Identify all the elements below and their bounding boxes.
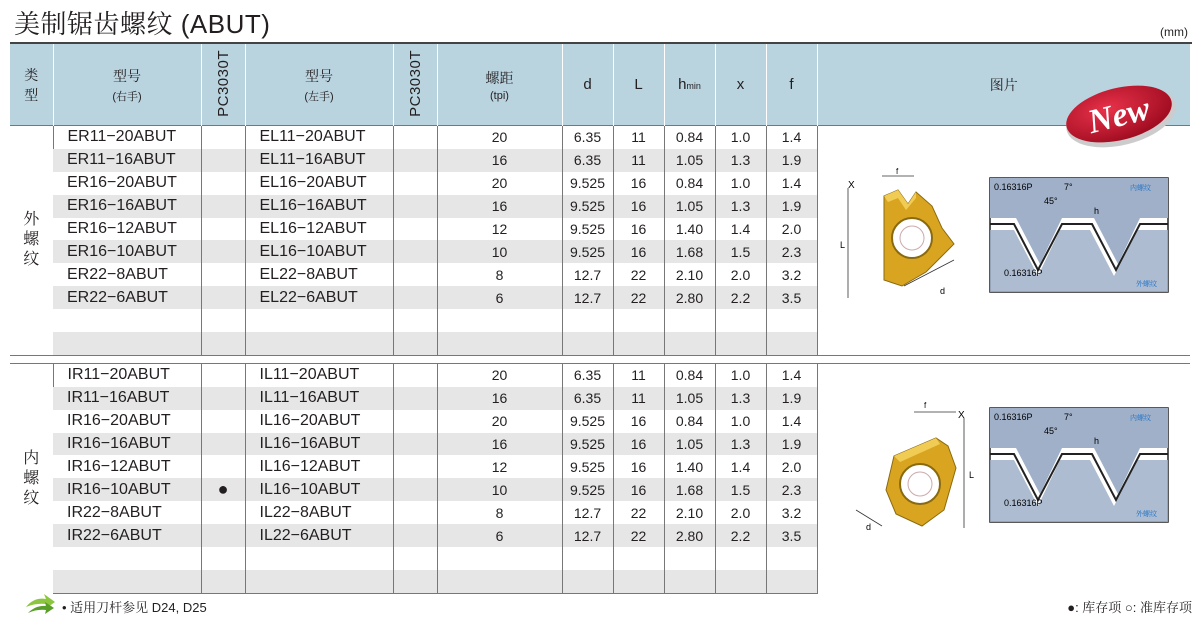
grade-2	[393, 332, 437, 355]
f-value: 2.3	[766, 478, 817, 501]
header-picture: 图片	[817, 44, 1190, 126]
model-right: IR11−20ABUT	[53, 363, 201, 386]
svg-text:0.16316P: 0.16316P	[1004, 268, 1043, 278]
hmin-value: 2.80	[664, 524, 715, 547]
model-left: IL22−8ABUT	[245, 501, 393, 524]
model-left	[245, 547, 393, 570]
model-left: EL16−20ABUT	[245, 172, 393, 195]
model-right: IR22−8ABUT	[67, 503, 162, 521]
f-value	[766, 332, 817, 355]
model-left: IL11−20ABUT	[245, 363, 393, 386]
grade-2	[393, 387, 437, 410]
d-value: 9.525	[562, 172, 613, 195]
L-value: 16	[613, 240, 664, 263]
x-value: 2.0	[715, 501, 766, 524]
hmin-value: 1.40	[664, 455, 715, 478]
f-value: 2.3	[766, 240, 817, 263]
x-value: 1.0	[715, 172, 766, 195]
stock-indicator	[201, 570, 245, 593]
hmin-value	[664, 547, 715, 570]
stock-indicator	[201, 501, 245, 524]
header-tpi: 螺距 (tpi)	[437, 44, 562, 126]
tpi-value: 20	[437, 410, 562, 433]
grade-2	[393, 149, 437, 172]
tpi-value	[437, 309, 562, 332]
svg-text:外螺纹: 外螺纹	[1136, 511, 1157, 518]
svg-text:L: L	[969, 470, 975, 480]
grade-2	[393, 455, 437, 478]
tpi-value: 16	[437, 433, 562, 456]
new-badge	[1062, 80, 1180, 150]
L-value: 16	[613, 433, 664, 456]
f-value: 1.9	[766, 195, 817, 218]
model-right: ER11−20ABUT	[53, 126, 201, 149]
header-type: 类 型	[10, 44, 53, 126]
hmin-value: 0.84	[664, 172, 715, 195]
svg-text:f: f	[924, 401, 927, 410]
header-f: f	[766, 44, 817, 126]
stock-indicator	[201, 478, 245, 501]
model-left	[245, 332, 393, 355]
stock-indicator	[201, 218, 245, 241]
grade-2	[393, 501, 437, 524]
x-value: 2.0	[715, 263, 766, 286]
model-left: EL16−16ABUT	[245, 195, 393, 218]
stock-indicator	[201, 309, 245, 332]
model-right: ER22−6ABUT	[53, 286, 201, 309]
stock-indicator	[201, 172, 245, 195]
stock-indicator	[201, 547, 245, 570]
svg-text:h: h	[1094, 436, 1100, 446]
model-left: IL16−16ABUT	[245, 433, 393, 456]
table-row	[10, 126, 1190, 149]
tpi-value	[437, 332, 562, 355]
d-value	[562, 547, 613, 570]
x-value	[715, 570, 766, 593]
tpi-value: 20	[437, 363, 562, 386]
L-value	[613, 332, 664, 355]
stock-indicator	[201, 455, 245, 478]
stock-indicator	[201, 387, 245, 410]
model-left	[245, 309, 393, 332]
L-value	[613, 547, 664, 570]
model-right	[53, 570, 201, 593]
f-value: 3.5	[766, 524, 817, 547]
L-value: 16	[613, 218, 664, 241]
grade-2	[393, 240, 437, 263]
model-right: ER16−16ABUT	[53, 195, 201, 218]
svg-text:0.16316P: 0.16316P	[994, 182, 1033, 192]
external-insert-diagram	[836, 168, 1176, 313]
tpi-value: 12	[437, 455, 562, 478]
L-value: 16	[613, 455, 664, 478]
page-title: 美制锯齿螺纹 (ABUT)	[14, 9, 271, 39]
tpi-value: 6	[437, 524, 562, 547]
svg-text:45°: 45°	[1044, 196, 1058, 206]
model-left: EL22−6ABUT	[245, 286, 393, 309]
f-value: 1.4	[766, 363, 817, 386]
grade-2	[393, 218, 437, 241]
tpi-value	[437, 547, 562, 570]
f-value: 1.4	[766, 172, 817, 195]
svg-text:45°: 45°	[1044, 426, 1058, 436]
x-value	[715, 547, 766, 570]
tpi-value: 10	[437, 240, 562, 263]
grade-2	[393, 126, 437, 149]
x-value: 1.4	[715, 218, 766, 241]
tpi-value: 16	[437, 195, 562, 218]
svg-text:X: X	[848, 180, 855, 191]
f-value: 2.0	[766, 455, 817, 478]
header-L: L	[613, 44, 664, 126]
internal-insert-diagram	[836, 398, 1176, 543]
model-left	[245, 570, 393, 593]
model-left: IL16−10ABUT	[245, 478, 393, 501]
d-value: 6.35	[562, 363, 613, 386]
stock-indicator	[201, 433, 245, 456]
d-value	[562, 309, 613, 332]
f-value	[766, 309, 817, 332]
hmin-value	[664, 332, 715, 355]
tpi-value: 20	[437, 172, 562, 195]
d-value: 9.525	[562, 195, 613, 218]
model-right	[53, 547, 201, 570]
svg-text:内螺纹: 内螺纹	[1130, 415, 1151, 422]
f-value: 2.0	[766, 218, 817, 241]
f-value: 1.9	[766, 387, 817, 410]
grade-2	[393, 478, 437, 501]
arrow-icon	[24, 593, 56, 615]
grade-2	[393, 433, 437, 456]
x-value	[715, 309, 766, 332]
model-left: IL22−6ABUT	[245, 524, 393, 547]
svg-text:7°: 7°	[1064, 412, 1073, 422]
model-left: EL16−10ABUT	[245, 240, 393, 263]
L-value: 22	[613, 501, 664, 524]
header-d: d	[562, 44, 613, 126]
tpi-value: 8	[437, 501, 562, 524]
svg-text:d: d	[866, 522, 872, 532]
svg-text:0.16316P: 0.16316P	[994, 412, 1033, 422]
grade-2	[393, 410, 437, 433]
model-left: IL11−16ABUT	[245, 387, 393, 410]
L-value: 11	[613, 126, 664, 149]
model-left: EL22−8ABUT	[245, 263, 393, 286]
model-left: EL16−12ABUT	[245, 218, 393, 241]
stock-indicator	[201, 149, 245, 172]
hmin-value: 1.05	[664, 387, 715, 410]
model-right: IR16−16ABUT	[53, 433, 201, 456]
x-value: 1.3	[715, 149, 766, 172]
x-value: 1.5	[715, 478, 766, 501]
L-value: 16	[613, 172, 664, 195]
L-value: 22	[613, 524, 664, 547]
type-label: 内 螺 纹	[10, 363, 53, 593]
grade-2	[393, 363, 437, 386]
model-left: EL11−16ABUT	[245, 149, 393, 172]
x-value	[715, 332, 766, 355]
stock-indicator	[201, 263, 245, 286]
x-value: 1.0	[715, 126, 766, 149]
model-right: IR22−6ABUT	[53, 524, 201, 547]
d-value: 9.525	[562, 478, 613, 501]
header-grade-1: PC3030T	[201, 44, 245, 126]
f-value: 1.4	[766, 126, 817, 149]
x-value: 1.5	[715, 240, 766, 263]
model-left: IL16−20ABUT	[245, 410, 393, 433]
d-value: 12.7	[562, 501, 613, 524]
d-value: 12.7	[562, 524, 613, 547]
model-right: ER16−20ABUT	[67, 174, 177, 192]
model-right: ER22−8ABUT	[67, 265, 168, 283]
table-row	[10, 363, 1190, 386]
svg-text:h: h	[1094, 206, 1100, 216]
thread-profile	[990, 178, 1168, 292]
L-value: 11	[613, 149, 664, 172]
tpi-value: 10	[437, 478, 562, 501]
L-value: 16	[613, 410, 664, 433]
tpi-value	[437, 570, 562, 593]
svg-text:外螺纹: 外螺纹	[1136, 281, 1157, 288]
x-value: 1.4	[715, 455, 766, 478]
L-value: 16	[613, 195, 664, 218]
hmin-value: 0.84	[664, 410, 715, 433]
header-grade-2: PC3030T	[393, 44, 437, 126]
stock-indicator	[201, 332, 245, 355]
hmin-value	[664, 309, 715, 332]
grade-2	[393, 309, 437, 332]
f-value: 3.5	[766, 286, 817, 309]
stock-indicator	[201, 363, 245, 386]
hmin-value: 0.84	[664, 126, 715, 149]
unit-label: (mm)	[1160, 25, 1188, 39]
f-value: 1.9	[766, 433, 817, 456]
x-value: 1.0	[715, 410, 766, 433]
header-x: x	[715, 44, 766, 126]
header-row	[10, 44, 1190, 126]
hmin-value: 2.80	[664, 286, 715, 309]
tpi-value: 16	[437, 387, 562, 410]
stock-legend: ●: 库存项 ○: 准库存项	[1067, 600, 1192, 615]
header-model-left: 型号 (左手)	[245, 44, 393, 126]
model-right: ER11−16ABUT	[53, 149, 201, 172]
type-label: 外 螺 纹	[10, 126, 53, 356]
f-value	[766, 547, 817, 570]
model-right	[53, 309, 201, 332]
grade-2	[393, 286, 437, 309]
d-value: 6.35	[562, 126, 613, 149]
hmin-value: 1.40	[664, 218, 715, 241]
svg-text:L: L	[840, 240, 846, 250]
model-right: IR16−10ABUT	[53, 478, 201, 501]
d-value: 12.7	[562, 286, 613, 309]
header-model-right: 型号 (右手)	[53, 44, 201, 126]
hmin-value: 1.05	[664, 149, 715, 172]
L-value: 16	[613, 478, 664, 501]
L-value: 22	[613, 263, 664, 286]
model-right: ER16−10ABUT	[53, 240, 201, 263]
x-value: 1.0	[715, 363, 766, 386]
hmin-value: 1.68	[664, 240, 715, 263]
f-value: 1.9	[766, 149, 817, 172]
new-badge-text: New	[1084, 90, 1154, 142]
x-value: 1.3	[715, 387, 766, 410]
svg-text:f: f	[896, 168, 899, 176]
model-right	[53, 332, 201, 355]
L-value	[613, 309, 664, 332]
grade-2	[393, 263, 437, 286]
L-value: 11	[613, 387, 664, 410]
hmin-value	[664, 570, 715, 593]
tpi-value: 16	[437, 149, 562, 172]
d-value	[562, 570, 613, 593]
stock-indicator	[201, 286, 245, 309]
d-value: 9.525	[562, 455, 613, 478]
L-value: 22	[613, 286, 664, 309]
d-value: 9.525	[562, 218, 613, 241]
d-value: 12.7	[562, 263, 613, 286]
x-value: 1.3	[715, 195, 766, 218]
svg-text:d: d	[940, 286, 946, 296]
f-value: 1.4	[766, 410, 817, 433]
stock-indicator	[201, 126, 245, 149]
model-right: ER16−12ABUT	[67, 220, 177, 237]
hmin-value: 1.05	[664, 195, 715, 218]
model-right: IR16−20ABUT	[67, 412, 171, 430]
d-value: 9.525	[562, 240, 613, 263]
internal-insert-drawing	[856, 401, 974, 532]
grade-2	[393, 524, 437, 547]
tpi-value: 20	[437, 126, 562, 149]
tpi-value: 12	[437, 218, 562, 241]
x-value: 2.2	[715, 286, 766, 309]
svg-text:X: X	[958, 410, 965, 421]
hmin-value: 2.10	[664, 501, 715, 524]
hmin-value: 2.10	[664, 263, 715, 286]
tpi-value: 6	[437, 286, 562, 309]
grade-2	[393, 172, 437, 195]
hmin-value: 1.05	[664, 433, 715, 456]
grade-2	[393, 570, 437, 593]
x-value: 2.2	[715, 524, 766, 547]
f-value: 3.2	[766, 501, 817, 524]
grade-2	[393, 195, 437, 218]
x-value: 1.3	[715, 433, 766, 456]
model-left: IL16−12ABUT	[245, 455, 393, 478]
stock-dot: ●	[217, 479, 229, 500]
d-value: 9.525	[562, 433, 613, 456]
d-value: 9.525	[562, 410, 613, 433]
tpi-value: 8	[437, 263, 562, 286]
model-right: IR11−16ABUT	[53, 387, 201, 410]
d-value	[562, 332, 613, 355]
stock-indicator	[201, 240, 245, 263]
d-value: 6.35	[562, 387, 613, 410]
external-insert-drawing	[840, 168, 954, 298]
svg-text:0.16316P: 0.16316P	[1004, 498, 1043, 508]
stock-indicator	[201, 410, 245, 433]
grade-2	[393, 547, 437, 570]
footer-note: • 适用刀杆参见 D24, D25	[62, 600, 207, 615]
svg-text:7°: 7°	[1064, 182, 1073, 192]
hmin-value: 1.68	[664, 478, 715, 501]
model-left: EL11−20ABUT	[245, 126, 393, 149]
L-value: 11	[613, 363, 664, 386]
stock-indicator	[201, 195, 245, 218]
header-hmin: hmin	[664, 44, 715, 126]
model-right: IR16−12ABUT	[67, 457, 171, 475]
d-value: 6.35	[562, 149, 613, 172]
svg-text:内螺纹: 内螺纹	[1130, 185, 1151, 192]
f-value: 3.2	[766, 263, 817, 286]
stock-indicator	[201, 524, 245, 547]
L-value	[613, 570, 664, 593]
hmin-value: 0.84	[664, 363, 715, 386]
thread-profile	[990, 408, 1168, 522]
f-value	[766, 570, 817, 593]
